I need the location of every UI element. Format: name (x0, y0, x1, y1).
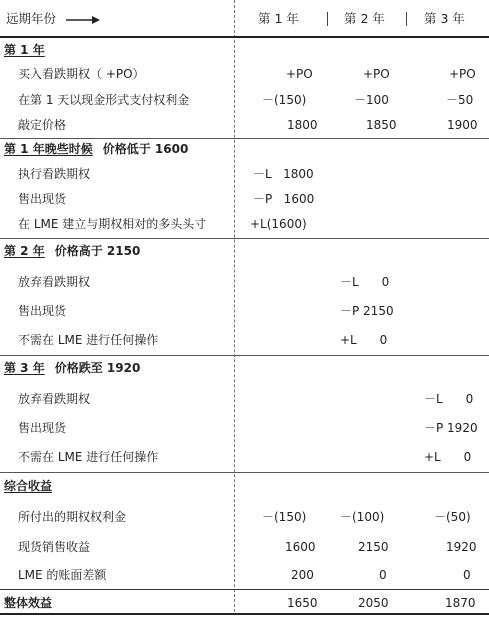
bottom-rule (0, 613, 489, 615)
row-value: －P 1600 (253, 192, 315, 206)
section-condition: 价格高于 2150 (54, 244, 141, 258)
header-tick-2 (406, 12, 407, 26)
row-value: 0 (463, 568, 471, 582)
column-divider (234, 0, 235, 612)
total-value: 1650 (287, 596, 318, 610)
arrow-right-icon (66, 15, 100, 25)
header-col-3: 第 3 年 (424, 11, 465, 26)
row-label: 执行看跌期权 (18, 167, 91, 181)
row-value: －(100) (340, 510, 385, 524)
row-value: 200 (291, 568, 314, 582)
section-title: 第 3 年 (4, 361, 45, 375)
row-label: 所付出的期权权利金 (18, 510, 127, 524)
row-value: +L 0 (424, 450, 472, 464)
row-value: －(150) (262, 93, 307, 107)
row-label: 在 LME 建立与期权相对的多头头寸 (18, 217, 207, 231)
header-tick-1 (327, 12, 328, 26)
section-rule (0, 238, 489, 239)
row-value: +PO (363, 67, 390, 81)
row-label: 售出现货 (18, 304, 67, 318)
section-title-combined: 综合收益 (4, 479, 53, 493)
row-value: +L(1600) (250, 217, 307, 231)
section-title-year2 (4, 244, 140, 258)
row-label: 售出现货 (18, 192, 67, 206)
row-value: －L 0 (424, 392, 474, 406)
row-value: 1850 (366, 118, 397, 132)
row-value: +L 0 (340, 333, 388, 347)
row-label: 在第 1 天以现金形式支付权利金 (18, 93, 190, 107)
section-condition: 价格跌至 1920 (54, 361, 141, 375)
row-value: 1600 (285, 540, 316, 554)
section-title-year3 (4, 361, 140, 375)
row-value: －P 1920 (424, 421, 478, 435)
row-value: －L 1800 (253, 167, 314, 181)
section-title: 第 1 年晚些时候 (4, 142, 93, 156)
header-label-row (6, 12, 100, 26)
row-label: 放弃看跌期权 (18, 275, 91, 289)
row-value: +PO (286, 67, 313, 81)
section-rule (0, 472, 489, 473)
header-rule (0, 36, 489, 38)
row-label: 不需在 LME 进行任何操作 (18, 450, 159, 464)
header-label: 远期年份 (6, 11, 57, 26)
row-label: 敲定价格 (18, 118, 67, 132)
section-condition: 价格低于 1600 (102, 142, 189, 156)
row-value: 1920 (446, 540, 477, 554)
row-value: －100 (354, 93, 389, 107)
row-value: －L 0 (340, 275, 390, 289)
section-title: 第 2 年 (4, 244, 45, 258)
row-label: 售出现货 (18, 421, 67, 435)
section-rule (0, 355, 489, 356)
row-label: 放弃看跌期权 (18, 392, 91, 406)
total-value: 2050 (358, 596, 389, 610)
total-rule (0, 589, 489, 590)
row-value: －(150) (262, 510, 307, 524)
total-label: 整体效益 (4, 596, 53, 610)
total-value: 1870 (445, 596, 476, 610)
header-col-2: 第 2 年 (344, 11, 385, 26)
row-value: －(50) (434, 510, 471, 524)
row-value: +PO (449, 67, 476, 81)
row-value: 1900 (447, 118, 478, 132)
row-value: －50 (446, 93, 474, 107)
row-value: 0 (379, 568, 387, 582)
section-title-year1-late (4, 142, 188, 156)
row-value: －P 2150 (340, 304, 394, 318)
row-label: 不需在 LME 进行任何操作 (18, 333, 159, 347)
header-col-1: 第 1 年 (258, 11, 299, 26)
row-label: 现货销售收益 (18, 540, 91, 554)
row-label: 买入看跌期权（ +PO） (18, 67, 145, 81)
row-value: 2150 (358, 540, 389, 554)
row-label: LME 的账面差额 (18, 568, 107, 582)
section-rule (0, 138, 489, 139)
section-title-year1: 第 1 年 (4, 43, 45, 57)
row-value: 1800 (287, 118, 318, 132)
